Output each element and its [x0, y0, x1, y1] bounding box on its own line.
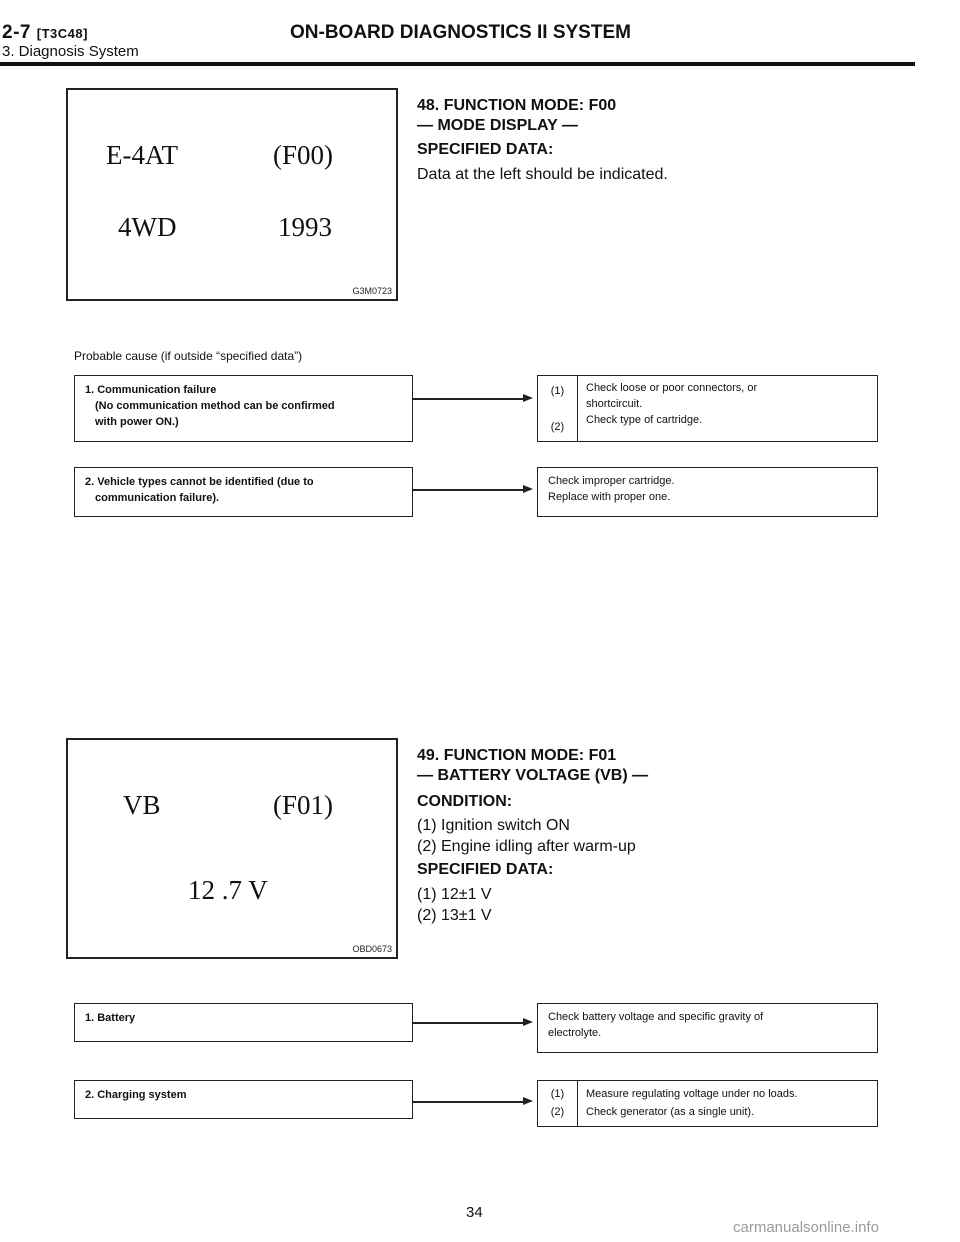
display-label: VB: [123, 790, 161, 820]
display-year: 1993: [278, 212, 332, 242]
specified-data-label: SPECIFIED DATA:: [417, 141, 554, 158]
specified-data-text: Data at the left should be indicated.: [417, 166, 668, 183]
page-number: 34: [466, 1204, 483, 1221]
specified-item: (1) 12±1 V: [417, 886, 492, 903]
connector-line: [413, 1022, 523, 1024]
arrow-icon: [523, 394, 533, 402]
condition-label: CONDITION:: [417, 793, 513, 810]
header-rule: [0, 62, 915, 66]
section-48-heading: 48. FUNCTION MODE: F00 — MODE DISPLAY —: [417, 97, 617, 134]
connector-line: [413, 398, 523, 400]
cause-box: 2. Charging system: [74, 1080, 413, 1119]
specified-item: (2) 13±1 V: [417, 907, 492, 924]
check-box: (1) (2) Check loose or poor connectors, or shortcircuit. Check type of cartridge.: [537, 375, 878, 442]
check-box: Check improper cartridge. Replace with proper one.: [537, 467, 878, 517]
probable-cause-label: Probable cause (if outside “specified data”): [74, 349, 303, 363]
cause-box: 2. Vehicle types cannot be identified (due to communication failure).: [74, 467, 413, 517]
page-title: ON-BOARD DIAGNOSTICS II SYSTEM: [290, 22, 631, 43]
check-box: Check battery voltage and specific gravity of electrolyte.: [537, 1003, 878, 1053]
connector-line: [413, 1101, 523, 1103]
check-box: (1) (2) Measure regulating voltage under no loads. Check generator (as a single unit).: [537, 1080, 878, 1127]
specified-list: [417, 884, 492, 926]
section-code: 2-7 [T3C48]: [2, 22, 88, 43]
specified-data-label: SPECIFIED DATA:: [417, 861, 554, 878]
section-49-heading: 49. FUNCTION MODE: F01 — BATTERY VOLTAGE (VB) —: [417, 747, 649, 784]
cause-box: 1. Battery: [74, 1003, 413, 1042]
condition-item: (1) Ignition switch ON: [417, 817, 570, 834]
condition-list: [417, 815, 636, 857]
figure-code: OBD0673: [352, 944, 392, 954]
page-subtitle: 3. Diagnosis System: [2, 43, 139, 60]
display-drive: 4WD: [118, 212, 177, 242]
connector-line: [413, 489, 523, 491]
cause-box: 1. Communication failure (No communication method can be confirmed with power ON.): [74, 375, 413, 442]
display-voltage: 12 .7 V: [188, 875, 268, 905]
f01-display-figure: [66, 738, 398, 959]
condition-item: (2) Engine idling after warm-up: [417, 838, 636, 855]
watermark: carmanualsonline.info: [733, 1219, 879, 1236]
display-model: E-4AT: [106, 140, 178, 170]
display-mode: (F01): [273, 790, 333, 820]
arrow-icon: [523, 485, 533, 493]
display-mode: (F00): [273, 140, 333, 170]
arrow-icon: [523, 1097, 533, 1105]
figure-code: G3M0723: [352, 286, 392, 296]
f00-display-figure: [66, 88, 398, 301]
arrow-icon: [523, 1018, 533, 1026]
